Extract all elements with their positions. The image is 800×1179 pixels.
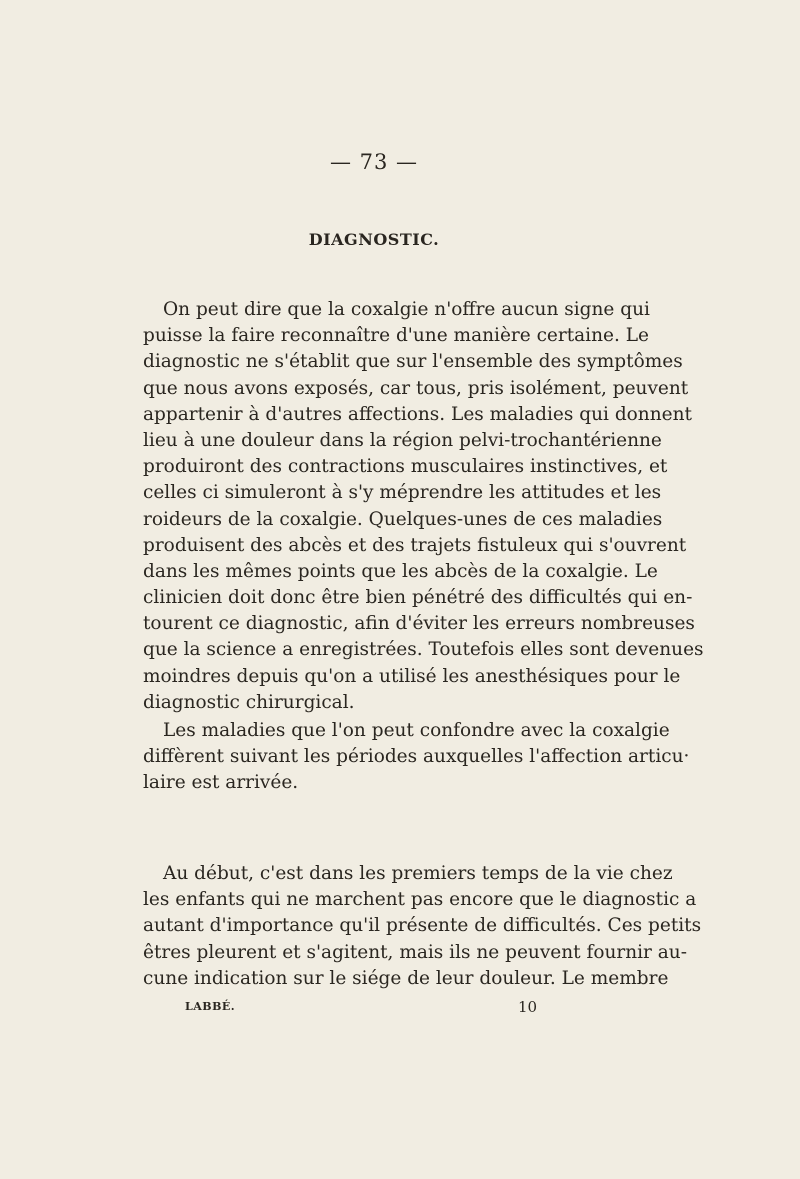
text-line: laire est arrivée. — [143, 772, 299, 794]
text-line: diffèrent suivant les périodes auxquelles l'affection articu· — [143, 746, 690, 768]
text-line: On peut dire que la coxalgie n'offre aucun signe qui — [163, 299, 650, 320]
paragraph-2 — [143, 718, 690, 797]
text-line: êtres pleurent et s'agitent, mais ils ne peuvent fournir au- — [143, 941, 687, 963]
page-number: — 73 — — [329, 150, 419, 174]
text-line: puisse la faire reconnaître d'une manière certaine. Le — [143, 325, 649, 347]
signature-mark: LABBÉ. — [185, 1000, 236, 1013]
text-line: Les maladies que l'on peut confondre avec la coxalgie — [163, 720, 670, 741]
text-line: que la science a enregistrées. Toutefois elles sont devenues — [143, 639, 704, 661]
text-line: roideurs de la coxalgie. Quelques-unes de ces maladies — [143, 508, 663, 530]
text-line: produisent des abcès et des trajets fistuleux qui s'ouvrent — [143, 534, 687, 556]
text-line: appartenir à d'autres affections. Les maladies qui donnent — [143, 403, 692, 425]
text-line: tourent ce diagnostic, afin d'éviter les erreurs nombreuses — [143, 613, 695, 635]
text-line: autant d'importance qu'il présente de difficultés. Ces petits — [143, 915, 702, 937]
text-line: produiront des contractions musculaires instinctives, et — [143, 456, 668, 478]
paragraph-3 — [143, 861, 702, 992]
text-line: les enfants qui ne marchent pas encore que le diagnostic a — [143, 889, 697, 911]
text-line: diagnostic ne s'établit que sur l'ensemble des symptômes — [143, 351, 683, 373]
text-line: que nous avons exposés, car tous, pris isolément, peuvent — [143, 377, 689, 399]
text-line: celles ci simuleront à s'y méprendre les attitudes et les — [143, 482, 662, 504]
text-line: moindres depuis qu'on a utilisé les anesthésiques pour le — [143, 665, 681, 687]
text-line: cune indication sur le siége de leur douleur. Le membre — [143, 967, 669, 989]
text-line: clinicien doit donc être bien pénétré des difficultés qui en- — [143, 587, 693, 609]
paragraph-1 — [143, 297, 704, 716]
section-heading: DIAGNOSTIC. — [308, 230, 440, 249]
sheet-number: 10 — [518, 998, 538, 1016]
text-line: Au début, c'est dans les premiers temps de la vie chez — [163, 863, 673, 884]
text-line: lieu à une douleur dans la région pelvi-trochantérienne — [143, 429, 662, 451]
text-line: dans les mêmes points que les abcès de la coxalgie. Le — [143, 560, 658, 582]
text-line: diagnostic chirurgical. — [143, 691, 355, 713]
